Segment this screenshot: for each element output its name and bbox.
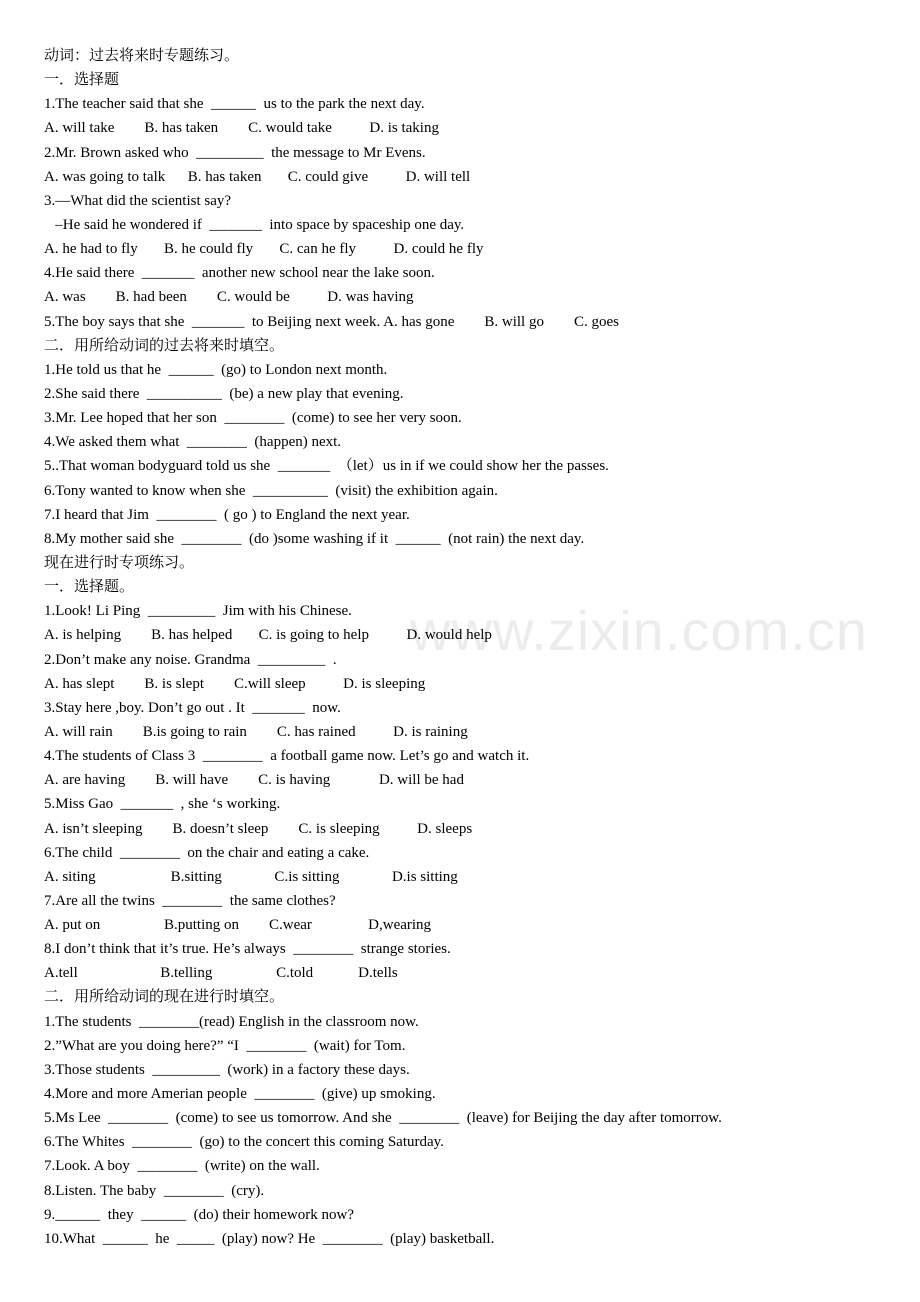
worksheet-line: A. will rain B.is going to rain C. has rained D. is raining — [44, 723, 468, 740]
worksheet-line: 1.He told us that he ______ (go) to London next month. — [44, 361, 388, 378]
worksheet-line: 7.Are all the twins ________ the same clothes? — [44, 892, 336, 909]
worksheet-line: A. siting B.sitting C.is sitting D.is sitting — [44, 868, 458, 885]
worksheet-line: A.tell B.telling C.told D.tells — [44, 965, 398, 982]
worksheet-line: A. has slept B. is slept C.will sleep D. is sleeping — [44, 675, 426, 692]
worksheet-line: 1.Look! Li Ping _________ Jim with his Chinese. — [44, 603, 352, 620]
worksheet-line: 2.Mr. Brown asked who _________ the message to Mr Evens. — [44, 144, 426, 161]
worksheet-line: 2.Don’t make any noise. Grandma _________ . — [44, 651, 337, 668]
worksheet-line: 4.More and more Amerian people ________ (give) up smoking. — [44, 1086, 436, 1103]
worksheet-line: 1.The students ________(read) English in the classroom now. — [44, 1013, 419, 1030]
worksheet-line: 二．用所给动词的过去将来时填空。 — [44, 337, 285, 354]
worksheet-line: 二．用所给动词的现在进行时填空。 — [44, 989, 285, 1006]
worksheet-line: 5.Miss Gao _______ , she ‘s working. — [44, 796, 281, 813]
worksheet-line: A. are having B. will have C. is having D. will be had — [44, 772, 464, 789]
worksheet-line: –He said he wondered if _______ into space by spaceship one day. — [44, 216, 465, 233]
worksheet-line: 3.—What did the scientist say? — [44, 192, 232, 209]
worksheet-line: 5.Ms Lee ________ (come) to see us tomorrow. And she ________ (leave) for Beijing the day after tomorrow. — [44, 1110, 722, 1127]
worksheet-line: A. isn’t sleeping B. doesn’t sleep C. is sleeping D. sleeps — [44, 820, 473, 837]
worksheet-line: 现在进行时专项练习。 — [44, 554, 195, 571]
worksheet-line: 6.The child ________ on the chair and eating a cake. — [44, 844, 370, 861]
worksheet-line: 8.I don’t think that it’s true. He’s always ________ strange stories. — [44, 941, 451, 958]
worksheet-line: 4.We asked them what ________ (happen) next. — [44, 434, 342, 451]
worksheet-line: 2.She said there __________ (be) a new play that evening. — [44, 385, 404, 402]
worksheet-line: 5.The boy says that she _______ to Beijing next week. A. has gone B. will go C. goes — [44, 313, 619, 330]
worksheet-line: 6.The Whites ________ (go) to the concert this coming Saturday. — [44, 1134, 444, 1151]
page-title: 动词：过去将来时专题练习。 — [44, 48, 240, 64]
worksheet-line: A. he had to fly B. he could fly C. can he fly D. could he fly — [44, 241, 484, 258]
worksheet-line: 一．选择题 — [44, 72, 120, 89]
worksheet-line: 3.Those students _________ (work) in a factory these days. — [44, 1061, 410, 1078]
worksheet-line: 3.Mr. Lee hoped that her son ________ (come) to see her very soon. — [44, 410, 462, 427]
worksheet-line: 7.I heard that Jim ________ ( go ) to England the next year. — [44, 506, 410, 523]
worksheet-line: 6.Tony wanted to know when she __________ (visit) the exhibition again. — [44, 482, 498, 499]
worksheet-line: A. will take B. has taken C. would take D. is taking — [44, 120, 439, 137]
worksheet-line: 8.My mother said she ________ (do )some washing if it ______ (not rain) the next day. — [44, 530, 585, 547]
worksheet-line: 1.The teacher said that she ______ us to the park the next day. — [44, 96, 425, 113]
worksheet-line: 一．选择题。 — [44, 579, 135, 596]
worksheet-line: 7.Look. A boy ________ (write) on the wall. — [44, 1158, 320, 1175]
worksheet-line: 10.What ______ he _____ (play) now? He ________ (play) basketball. — [44, 1230, 495, 1247]
worksheet-line: 8.Listen. The baby ________ (cry). — [44, 1182, 265, 1199]
worksheet-line: A. was going to talk B. has taken C. could give D. will tell — [44, 168, 471, 185]
watermark: www.zixin.com.cn — [410, 599, 868, 662]
worksheet-line: 5..That woman bodyguard told us she _______ （let）us in if we could show her the passes. — [44, 458, 609, 475]
worksheet-line: 3.Stay here ,boy. Don’t go out . It _______ now. — [44, 699, 341, 716]
worksheet-line: A. was B. had been C. would be D. was having — [44, 289, 414, 306]
worksheet-line: 4.The students of Class 3 ________ a football game now. Let’s go and watch it. — [44, 748, 530, 765]
worksheet-line: 4.He said there _______ another new school near the lake soon. — [44, 265, 435, 282]
worksheet-line: A. is helping B. has helped C. is going to help D. would help — [44, 627, 492, 644]
worksheet-line: A. put on B.putting on C.wear D,wearing — [44, 917, 432, 934]
worksheet-line: 9.______ they ______ (do) their homework now? — [44, 1206, 354, 1223]
worksheet-line: 2.”What are you doing here?” “I ________ (wait) for Tom. — [44, 1037, 406, 1054]
